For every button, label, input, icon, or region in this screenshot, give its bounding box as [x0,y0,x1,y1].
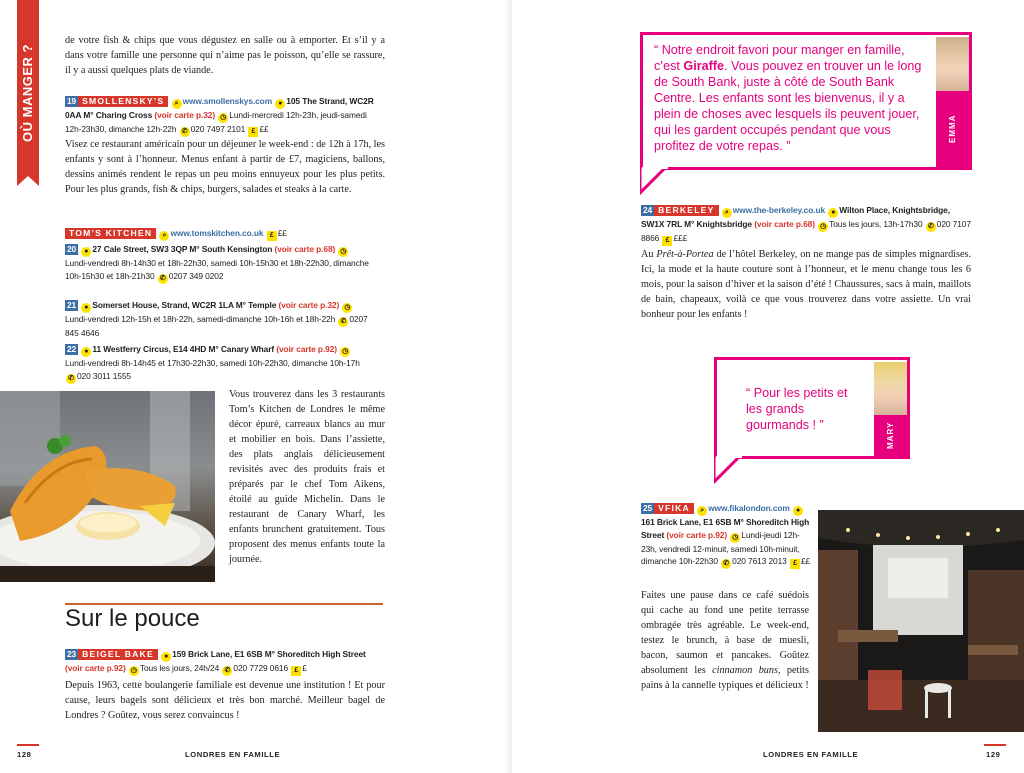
price: ££ [259,124,269,134]
clock-icon: ◷ [342,348,349,355]
clock-icon: ◷ [130,667,137,674]
restaurant-name: VFIKA [654,503,694,514]
author-tag-emma: EMMA [936,91,969,167]
quote-text-emma: “ Notre endroit favori pour manger en famille, c’est Giraffe. Vous pouvez en trouver un le long de South Bank, juste à côté de South Bank Centre. Les enfants sont les bienvenus, il y a plein de choses avec lesquels ils peuvent jouer, qui les gardent occupés pendant que vous profitez de votre repas. ” [654,43,922,153]
listing-22 [65,343,370,384]
photo-illustration [818,510,1024,732]
search-icon: ⌕ [172,99,182,109]
restaurant-name: BEIGEL BAKE [78,649,158,660]
listing-number: 21 [67,300,77,310]
author-tag-mary: MARY [874,415,907,456]
location-pin-icon: ● [81,247,91,257]
side-tab [17,0,39,176]
phone-icon: ✆ [338,317,348,327]
speech-bubble-tail [640,167,670,195]
toms-kitchen-text: Vous trouverez dans les 3 restaurants Tom’s Kitchen de Londres le même décor épuré, carreaux blancs au mur et mobilier en bois. Dans l’assiette, des plats anglais délicieusement revisités avec des produits frais et préparés par le chef Tom Aikens, étoilé au guide Michelin. Dans le restaurant de Canary Wharf, les enfants brunchent gratuitement. Tous proposent des menus enfants toute la journée. [229,389,385,565]
listing-24-text: Au Prêt-à-Portea de l’hôtel Berkeley, on ne mange pas de simples mignardises. Ici, la mode et la haute couture sont à l’honneur, et le menu change tous les 6 mois, pour la saison d’hiver et la saison d’été ! Chaussures, sacs à main, maillots de bain, chapeaux, voilà ce que vous trouverez dans votre assiette. Un vrai bonheur pour les enfants ! [641,249,971,320]
opening-hours: Tous les jours, 13h-17h30 [829,219,923,229]
section-rule [65,603,383,605]
location-pin-icon: ● [275,99,285,109]
opening-hours: Lundi-jeudi 12h-23h, vendredi 12-minuit, samedi 10h-minuit, dimanche 10h-22h30 [641,529,800,566]
side-tab-label: OÙ MANGER ? [20,44,35,142]
restaurant-name: BERKELEY [654,205,718,216]
address: Wilton Place, Knightsbridge, SW1X 7RL M° Knightsbridge [641,205,950,229]
location-pin-icon: ● [828,208,838,218]
clock-icon: ◷ [220,114,227,121]
address: 159 Brick Lane, E1 6SB M° Shoreditch High Street [172,649,366,659]
website-link[interactable]: www.tomskitchen.co.uk [170,228,264,238]
search-icon: ⌕ [159,231,169,241]
listing-number: 23 [67,649,77,659]
map-reference[interactable]: (voir carte p.68) [274,244,336,254]
location-pin-icon: ● [81,347,91,357]
clock-icon: ◷ [344,304,351,311]
location-pin-icon: ● [81,303,91,313]
opening-hours: Lundi-mercredi 12h-23h, jeudi-samedi 12h-23h30, dimanche 12h-22h [65,110,367,134]
phone: 020 7497 2101 [190,124,246,134]
phone: 020 7729 0616 [233,663,289,673]
clock-icon: ◷ [820,223,827,230]
map-reference[interactable]: (voir carte p.92) [276,344,337,354]
price: £££ [673,233,688,243]
right-page [512,0,1024,773]
price: £ [302,663,307,673]
listing-number: 19 [67,96,77,106]
phone: 020 7613 2013 [732,556,787,566]
phone: 0207 349 0202 [168,270,224,281]
address: 161 Brick Lane, E1 6SB M° Shoreditch High Street [641,517,810,540]
listing-20 [65,243,370,284]
website-link[interactable]: www.smollenskys.com [182,96,273,106]
map-reference[interactable]: (voir carte p.92) [65,663,126,673]
page-number: 129 [986,750,1001,759]
listing-25-text: Faites une pause dans ce café suédois qui cache au fond une petite terrasse ombragée très agréable. Le week-end, testez le brunch, à base de muesli, bacon, saumon et pancakes. Goûtez absolument les cinnamon buns, petits pains à la cannelle typiques et délicieux ! [641,590,809,691]
phone-icon: ✆ [180,127,190,137]
clock-icon: ◷ [732,533,739,541]
opening-hours: Lundi-vendredi 8h-14h30 et 18h-22h30, samedi 10h-15h30 et 18h-22h30, dimanche 10h-15h30 et 18h-21h30 [65,258,369,281]
map-reference[interactable]: (voir carte p.32) [278,300,340,310]
search-icon: ⌕ [697,506,707,516]
opening-hours: Lundi-vendredi 12h-15h et 18h-22h, samedi-dimanche 10h-16h et 18h-22h [65,314,336,324]
speech-bubble-tail [714,456,744,484]
clock-icon: ◷ [340,248,347,255]
footer-rule-right [984,744,1006,746]
map-reference[interactable]: (voir carte p.68) [754,219,815,229]
quote-highlight: Giraffe [683,59,724,73]
intro-paragraph: de votre fish & chips que vous dégustez en salle ou à emporter. Et s’il y a dans votre famille une personne qui n’aime pas le poisson, qu’elle se rassure, il y a aussi quelques plats de viande. [65,35,385,76]
listing-number: 24 [643,205,653,215]
running-footer: LONDRES EN FAMILLE [185,750,281,759]
listing-19-header [65,95,385,137]
listing-24-header [641,204,971,246]
price-icon: £ [248,127,258,137]
phone-icon: ✆ [222,666,232,676]
cafe-terrace-photo [818,510,1024,732]
price: ££ [800,556,811,566]
price-icon: £ [267,231,277,241]
website-link[interactable]: www.the-berkeley.co.uk [732,205,826,215]
location-pin-icon: ● [793,506,803,516]
map-reference[interactable]: (voir carte p.32) [154,110,216,120]
map-reference[interactable]: (voir carte p.92) [666,529,728,540]
phone-icon: ✆ [66,374,76,384]
toms-kitchen-header [65,227,385,241]
photo-illustration [0,391,215,582]
section-title: Sur le pouce [65,605,200,632]
phone-icon: ✆ [721,559,731,569]
address: 27 Cale Street, SW3 3QP M° South Kensington [92,244,273,254]
footer-rule-left [17,744,39,746]
listing-23-header [65,648,385,676]
listing-21 [65,299,370,340]
restaurant-name: SMOLLENSKY’S [78,96,168,107]
page-number: 128 [17,750,32,759]
listing-number: 22 [67,344,77,354]
price: ££ [277,228,287,238]
location-pin-icon: ● [161,652,171,662]
phone: 020 7107 8866 [641,219,971,243]
phone-icon: ✆ [926,222,936,232]
phone: 0207 845 4646 [65,314,368,338]
phone-icon: ✆ [158,274,168,284]
listing-number: 20 [67,244,77,254]
fish-and-chips-photo [0,391,215,582]
opening-hours: Tous les jours, 24h/24 [139,663,220,673]
listing-19-text: Visez ce restaurant américain pour un déjeuner le week-end : de 12h à 17h, les enfants y sont à l’honneur. Menus enfant à partir de £7, magiciens, ballons, dessins animés rendent le repas un peu moins ennuyeux pour les plus petits. Pour les plus grands, fish & chips, burgers, salades et steaks à la carte. [65,139,385,195]
address: 11 Westferry Circus, E14 4HD M° Canary Wharf [92,344,275,354]
avatar-emma [936,37,969,91]
price-icon: £ [662,236,672,246]
opening-hours: Lundi-vendredi 8h-14h45 et 17h30-22h30, samedi 10h-22h30, dimanche 10h-17h [65,358,360,368]
listing-23-text: Depuis 1963, cette boulangerie familiale est devenue une institution ! Et pour cause, leurs bagels sont délicieux et très bon marché. Meilleur bagel de Londres ? Goûtez, vous serez convaincus ! [65,680,385,721]
website-link[interactable]: www.fikalondon.com [708,503,790,513]
running-footer: LONDRES EN FAMILLE [763,750,859,759]
price-icon: £ [291,666,301,676]
price-icon: £ [790,559,800,569]
search-icon: ⌕ [722,208,732,218]
listing-25-header [641,502,811,569]
address: Somerset House, Strand, WC2R 1LA M° Temple [92,300,277,310]
avatar-mary [874,362,907,415]
phone: 020 3011 1555 [77,370,131,381]
address: 105 The Strand, WC2R 0AA M° Charing Cross [65,96,374,120]
restaurant-name: TOM’S KITCHEN [65,228,156,239]
quote-text-mary: “ Pour les petits et les grands gourmands ! ” [746,386,848,432]
listing-number: 25 [643,503,653,513]
